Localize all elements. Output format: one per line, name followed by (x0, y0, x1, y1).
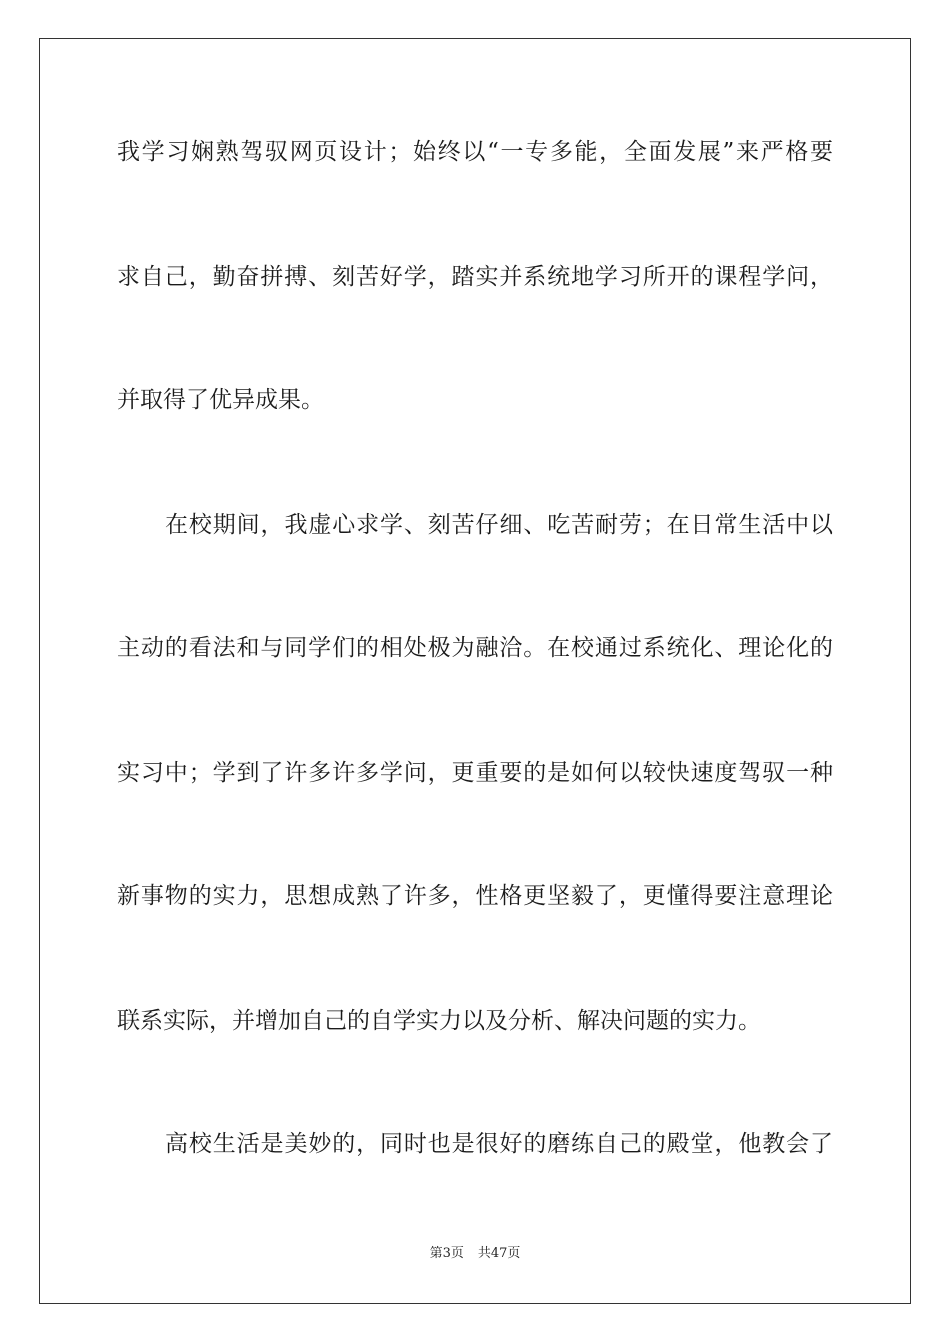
text-line-2: 求自己，勤奋拼搏、刻苦好学，踏实并系统地学习所开的课程学问， (117, 264, 833, 290)
text-line-8: 联系实际，并增加自己的自学实力以及分析、解决问题的实力。 (117, 1008, 761, 1034)
text-line-9: 高校生活是美妙的，同时也是很好的磨练自己的殿堂，他教会了 (165, 1131, 833, 1157)
text-line-4: 在校期间，我虚心求学、刻苦仔细、吃苦耐劳；在日常生活中以 (165, 512, 833, 538)
page-footer (0, 1245, 950, 1263)
text-line-5: 主动的看法和与同学们的相处极为融洽。在校通过系统化、理论化的 (117, 635, 833, 661)
text-line-1: 我学习娴熟驾驭网页设计；始终以“一专多能，全面发展”来严格要 (117, 139, 833, 165)
page-total: 共47页 (477, 1246, 521, 1261)
page-border (39, 38, 911, 1304)
text-line-3: 并取得了优异成果。 (117, 387, 324, 413)
page-number: 第3页 (429, 1246, 464, 1261)
text-line-6: 实习中；学到了许多许多学问，更重要的是如何以较快速度驾驭一种 (117, 760, 833, 786)
text-line-7: 新事物的实力，思想成熟了许多，性格更坚毅了，更懂得要注意理论 (117, 883, 833, 909)
